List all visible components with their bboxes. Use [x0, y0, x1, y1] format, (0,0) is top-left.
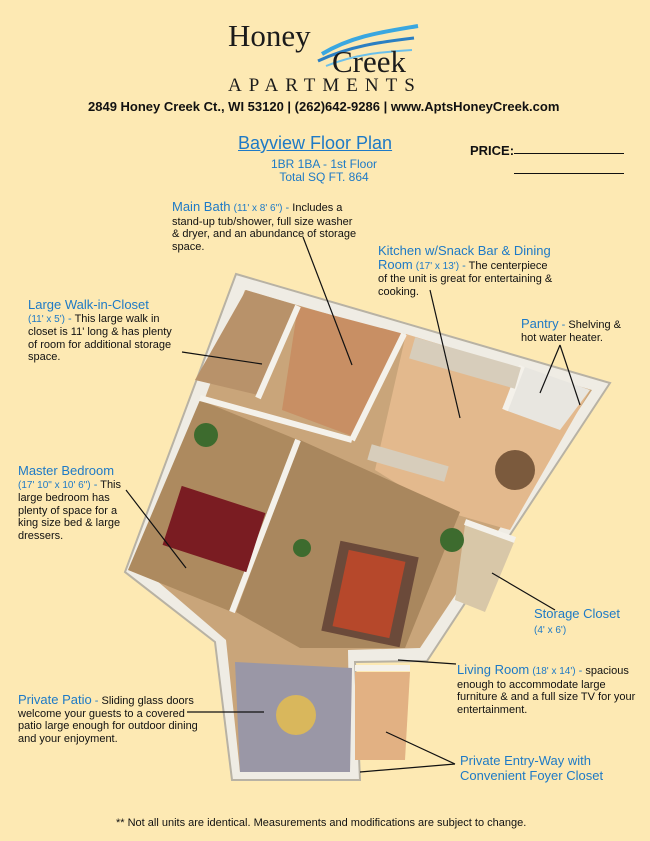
dash: - — [94, 695, 99, 707]
storage-closet-callout — [534, 606, 624, 638]
disclaimer: ** Not all units are identical. Measurements and modifications are subject to change. — [116, 817, 527, 829]
main-bath-text: Includes a stand-up tub/shower, full size washer & dryer, and an abundance of storage space. — [172, 202, 357, 253]
master-bedroom-text: This large bedroom has plenty of space for a king size bed & large dressers. — [18, 478, 121, 542]
living-room-text: spacious enough to accommodate large furniture & and a full size TV for your entertainment. — [457, 665, 636, 716]
logo-word-apartments: APARTMENTS — [228, 75, 422, 96]
plan-layout: 1BR 1BA - 1st Floor — [270, 157, 378, 171]
main-bath-desc — [172, 201, 362, 253]
dash: - — [462, 259, 466, 272]
closet-desc — [28, 299, 178, 364]
dining-table — [495, 450, 535, 490]
pantry-desc — [521, 318, 631, 344]
master-bedroom-desc — [18, 465, 136, 542]
contact-line: 2849 Honey Creek Ct., WI 53120 | (262)642-9286 | www.AptsHoneyCreek.com — [88, 99, 560, 114]
entry-floor — [355, 672, 410, 760]
logo-word-honey: Honey — [228, 18, 311, 53]
closet-text: This large walk in closet is 11' long & has plenty of room for additional storage space. — [28, 312, 172, 363]
kitchen-desc — [378, 245, 558, 298]
dash: - — [561, 319, 566, 331]
closet-dims: (11' x 5') — [28, 313, 65, 325]
patio-table — [276, 695, 316, 735]
main-bath-dims: (11' x 8' 6") — [233, 203, 283, 214]
dash: - — [93, 478, 98, 491]
price-label: PRICE: — [470, 143, 515, 158]
plan-title: Bayview Floor Plan — [238, 133, 393, 153]
pantry-text: Shelving & hot water heater. — [521, 319, 621, 344]
main-bath-title: Main Bath — [172, 199, 231, 214]
entry-callout — [460, 753, 625, 783]
kitchen-text: The centerpiece of the unit is great for entertaining & cooking. — [378, 259, 553, 298]
dash: - — [285, 202, 290, 214]
storage-closet-dims: (4' x 6') — [534, 625, 567, 636]
logo-word-creek: Creek — [332, 44, 407, 79]
plant-living-2 — [293, 539, 311, 557]
living-room-dims: (18' x 14') — [532, 666, 576, 677]
dash: - — [578, 665, 583, 677]
plant-bedroom — [194, 423, 218, 447]
patio-text: Sliding glass doors welcome your guests to a covered patio large enough for outdoor dining and your enjoyment. — [18, 695, 198, 745]
living-room-title: Living Room — [457, 662, 530, 677]
closet-title: Large Walk-in-Closet — [28, 297, 149, 312]
entry-title: Private Entry-Way with Convenient Foyer Closet — [460, 753, 604, 783]
plant-living — [440, 528, 464, 552]
master-bedroom-title: Master Bedroom — [18, 463, 115, 478]
patio-desc — [18, 694, 208, 745]
kitchen-dims: (17' x 13') — [415, 260, 460, 272]
living-room-desc — [457, 664, 637, 716]
master-bedroom-dims: (17' 10" x 10' 6") — [18, 479, 91, 491]
patio-title: Private Patio — [18, 692, 92, 707]
dash: - — [68, 312, 72, 325]
storage-closet-title: Storage Closet — [534, 606, 620, 621]
pantry-title: Pantry — [521, 316, 559, 331]
plan-sqft: Total SQ FT. 864 — [279, 170, 369, 184]
kitchen-title: Kitchen w/Snack Bar & Dining Room — [378, 243, 551, 272]
